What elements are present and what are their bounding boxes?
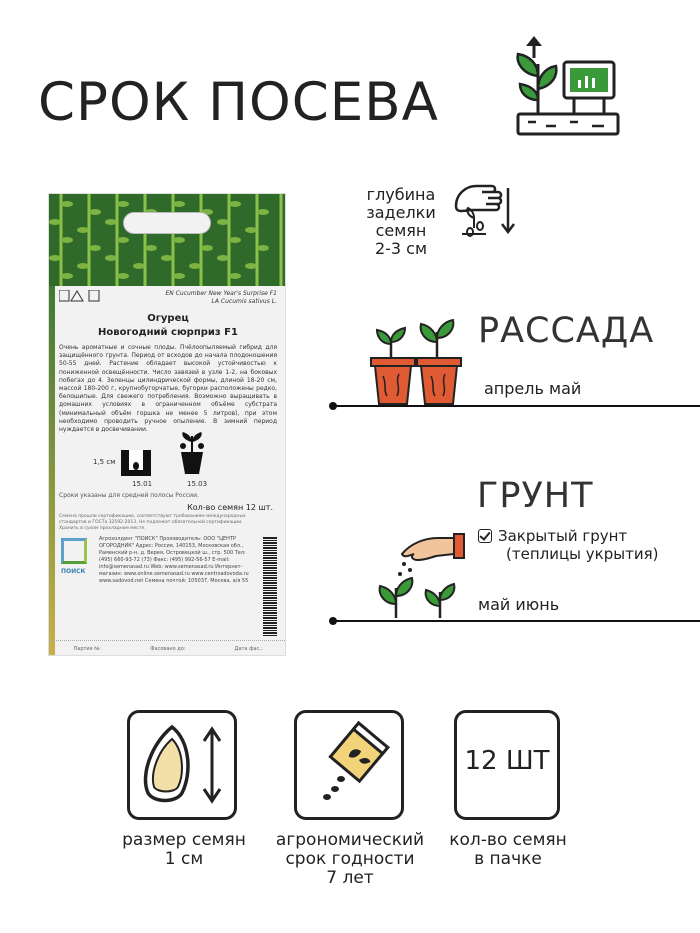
soil-months: май июнь [478, 595, 560, 614]
packet-date-seedling: 15.01 [132, 480, 153, 488]
hand-planting-seedlings-icon [374, 530, 470, 620]
packet-hanger-hole [123, 212, 211, 234]
packet-seed-count: Кол-во семян 12 шт. [187, 503, 273, 512]
seedling-section-title: РАССАДА [478, 311, 655, 351]
seedlings-in-pots-icon [369, 318, 465, 406]
packet-packed-label: Фасовано до: [150, 646, 186, 652]
soil-type-line1: Закрытый грунт [498, 527, 628, 545]
seedling-timeline [333, 405, 700, 407]
shelf-life-caption: агрономический срок годности 7 лет [275, 830, 425, 888]
packet-side-photo-strip [49, 286, 55, 656]
poisk-logo-icon [61, 538, 87, 564]
hand-dropping-seeds-icon [452, 180, 517, 246]
soil-type-line2: (теплицы укрытия) [506, 545, 659, 563]
packet-variety-name: Новогодний сюрприз F1 [98, 327, 238, 338]
packet-barcode [263, 536, 277, 636]
seed-count-box [454, 710, 560, 820]
packet-company-info: Агрохолдинг "ПОИСК" Производитель: ООО "ЦЕНТР ОГОРОДНИК" Адрес: Россия, 140153, Московская обл., Раменский р-н, д. Верея, Островецкой ш., стр. 500 Тел: (495) 660-93-72 (73) Факс: (495) 992-56-57 E-mail: info@semenasad.ru Web: www.semenasad.ru Интернет-магазин: www.online.semenasad.ru www.centrsadovoda.ru www.sadovod.net Семена почтой: 105037, Москва, а/я 55 [99, 536, 249, 584]
packet-region-note: Сроки указаны для средней полосы России. [59, 492, 199, 499]
packet-date-transplant: 15.03 [187, 480, 208, 488]
packet-certification-text: Семена прошли сертификацию, соответствуют требованиям международных стандартов и ГОСТа 32592-2013. Не подлежат обязательной сертификации. Хранить в сухом прохладном месте. [59, 514, 246, 531]
shelf-life-box [294, 710, 404, 820]
packet-latin-names: EN Cucumber New Year's Surprise F1 LA Cucumis sativus L. [165, 290, 277, 305]
packet-description: Очень ароматные и сочные плоды. Пчёлоопыляемый гибрид для защищённого грунта. Период от всходов до начала плодоношения 50-55 дней. Растение обладает высокой устойчивостью к пониженной освещённости. Число завязей в узле 1-2, на боковых побегах до 4. Зеленцы цилиндрической формы, длиной 18-20 см, массой 180-200 г, крупнобугорчатые, бугорки расположены редко, белошипые. Для свежего потребления. Возможно выращивать в домашних условиях в ограниченном объёме субстрата (минимальный объём горшка не менее 5 литров), при этом необходимо проводить ручное опыление. В зимний период нуждается в досвечивании. [59, 344, 277, 434]
seed-size-box [127, 710, 237, 820]
packet-date-label: Дата фас.: [234, 646, 263, 652]
seedling-months: апрель май [484, 379, 582, 398]
packet-batch-label: Партия №: [73, 646, 102, 652]
page-title: СРОК ПОСЕВА [38, 72, 439, 133]
soil-section-title: ГРУНТ [477, 476, 594, 516]
seed-packet-image [48, 193, 286, 656]
sowing-depth-label: глубина заделки семян 2-3 см [366, 185, 436, 258]
seed-size-caption: размер семян 1 см [122, 830, 246, 869]
seed-packet-icon [297, 713, 401, 817]
seed-count-caption: кол-во семян в пачке [449, 830, 567, 869]
packet-crop-name: Огурец [147, 313, 189, 324]
packet-care-icons [59, 290, 109, 302]
poisk-logo-text: ПОИСК [61, 568, 86, 575]
packet-depth-value: 1,5 см [93, 458, 116, 466]
timeline-start-dot [329, 617, 337, 625]
packet-header-pattern [49, 194, 286, 286]
timeline-start-dot [329, 402, 337, 410]
seedling-growth-chart-icon [512, 34, 622, 139]
seed-count-value: 12 ШТ [464, 746, 550, 776]
soil-timeline [333, 620, 700, 622]
packet-sowing-depth-icon [121, 450, 151, 476]
soil-type-info [478, 527, 658, 563]
packet-pot-plant-icon [177, 430, 207, 476]
seed-size-icon [130, 713, 234, 817]
packet-bottom-fields [49, 640, 286, 656]
checkbox-checked-icon [478, 529, 492, 543]
